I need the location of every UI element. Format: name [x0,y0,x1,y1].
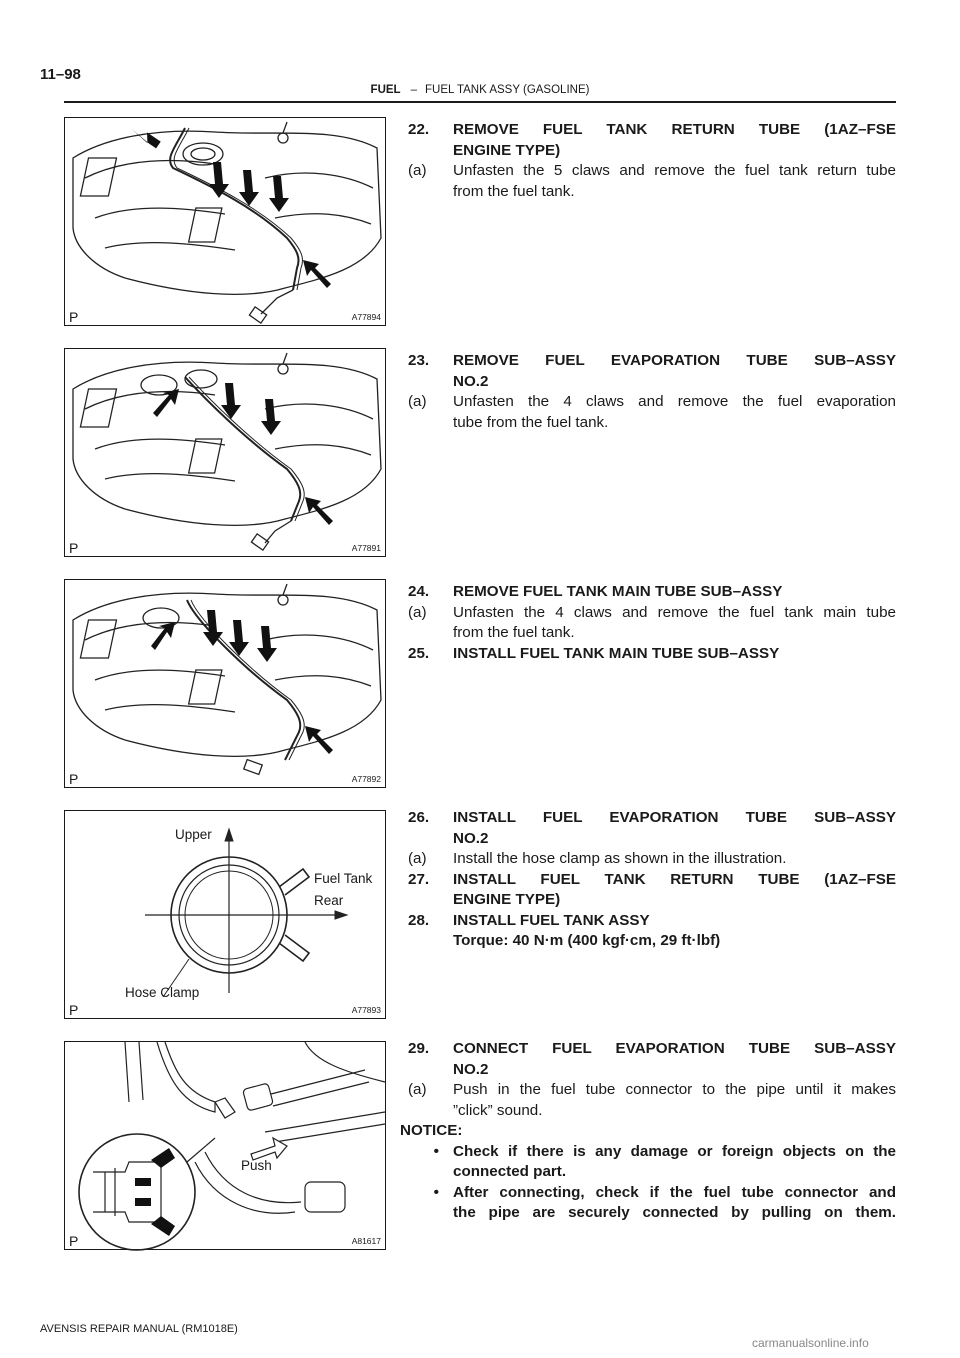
step-number: 26. [408,809,430,826]
step-title: INSTALL FUEL TANK ASSY [453,911,650,929]
substep-label: (a) [408,850,427,867]
step-title: REMOVE FUEL TANK MAIN TUBE SUB–ASSY [453,583,783,600]
step-number: 28. [408,911,430,929]
step-number: 22. [408,121,430,138]
step-number: 27. [408,870,430,888]
substep-label: (a) [408,603,427,621]
step-26 [408,808,896,952]
substep-text-cont: tube from the fuel tank. [453,413,609,431]
figure-evaporation-tube [64,348,386,557]
tank-illustration [65,580,387,789]
step-title-cont: NO.2 [453,372,489,390]
step-title-cont: NO.2 [453,829,489,847]
substep-text-cont: ”click” sound. [453,1101,543,1119]
step-22 [408,120,896,202]
notice-label: NOTICE: [400,1122,463,1139]
label-rear: Rear [314,893,344,908]
step-title: INSTALL FUEL EVAPORATION TUBE SUB–ASSY [453,809,896,826]
figure-p-mark: P [69,540,79,556]
notice-item [408,1183,896,1204]
label-fuel-tank: Fuel Tank [314,871,373,886]
watermark[interactable]: carmanualsonline.info [752,1336,869,1350]
substep-label: (a) [408,1081,427,1098]
step-title-cont: NO.2 [453,1060,489,1078]
label-push: Push [241,1158,272,1173]
connector-diagram [65,1042,387,1251]
step-title: REMOVE FUEL TANK RETURN TUBE (1AZ–FSE [453,121,896,138]
substep-text: Unfasten the 5 claws and remove the fuel tank return tube [453,162,896,179]
step-number: 29. [408,1040,430,1057]
step-number: 25. [408,644,430,662]
figure-return-tube [64,117,386,326]
figure-code: A81617 [351,1236,381,1246]
notice-text: Check if there is any damage or foreign objects on the [453,1142,896,1160]
figure-code: A77892 [351,774,381,784]
step-28 [408,911,896,932]
substep-text: Install the hose clamp as shown in the illustration. [453,850,787,867]
bullet-dot: • [433,1142,439,1160]
header-rule [64,101,896,103]
notice-text-cont: the pipe are securely connected by pulling on them. [453,1204,896,1221]
torque-spec: Torque: 40 N·m (400 kgf·cm, 29 ft·lbf) [453,932,721,949]
notice-item [408,1142,896,1163]
figure-p-mark: P [69,1233,79,1249]
hose-clamp-diagram [65,811,387,1020]
label-upper: Upper [175,827,212,842]
tank-illustration [65,118,387,327]
footer-manual-id: AVENSIS REPAIR MANUAL (RM1018E) [40,1323,238,1335]
step-title-cont: ENGINE TYPE) [453,891,561,908]
header-section: FUEL [370,84,401,96]
substep-text: Unfasten the 4 claws and remove the fuel tank main tube [453,603,896,621]
figure-code: A77894 [351,312,381,322]
figure-connector-push [64,1041,386,1250]
step-number: 24. [408,583,430,600]
step-title: INSTALL FUEL TANK MAIN TUBE SUB–ASSY [453,644,780,662]
figure-p-mark: P [69,771,79,787]
figure-hose-clamp [64,810,386,1019]
figure-p-mark: P [69,309,79,325]
tank-illustration [65,349,387,558]
substep-label: (a) [408,162,427,179]
step-25 [408,644,896,665]
notice-text-cont: connected part. [453,1163,567,1180]
header-subsection: FUEL TANK ASSY (GASOLINE) [424,84,590,96]
step-24 [408,582,896,664]
bullet-dot: • [433,1183,439,1201]
step-title: INSTALL FUEL TANK RETURN TUBE (1AZ–FSE [453,870,896,888]
figure-code: A77891 [351,543,381,553]
step-title: CONNECT FUEL EVAPORATION TUBE SUB–ASSY [453,1040,896,1057]
substep-text-cont: from the fuel tank. [453,624,575,641]
step-29 [400,1039,896,1224]
page-header [0,84,960,96]
figure-p-mark: P [69,1002,79,1018]
step-number: 23. [408,352,430,369]
substep-text: Push in the fuel tube connector to the pipe until it makes [453,1081,896,1098]
label-hose-clamp: Hose Clamp [125,985,200,1000]
substep-label: (a) [408,393,427,410]
substep-text-cont: from the fuel tank. [453,182,575,200]
header-dash: – [410,84,417,96]
step-title-cont: ENGINE TYPE) [453,141,561,159]
step-27 [408,870,896,891]
page-number: 11–98 [40,66,81,83]
step-title: REMOVE FUEL EVAPORATION TUBE SUB–ASSY [453,352,896,369]
notice-text: After connecting, check if the fuel tube connector and [453,1183,896,1201]
substep-text: Unfasten the 4 claws and remove the fuel evaporation [453,393,896,410]
figure-main-tube [64,579,386,788]
step-23 [408,351,896,433]
figure-code: A77893 [351,1005,381,1015]
